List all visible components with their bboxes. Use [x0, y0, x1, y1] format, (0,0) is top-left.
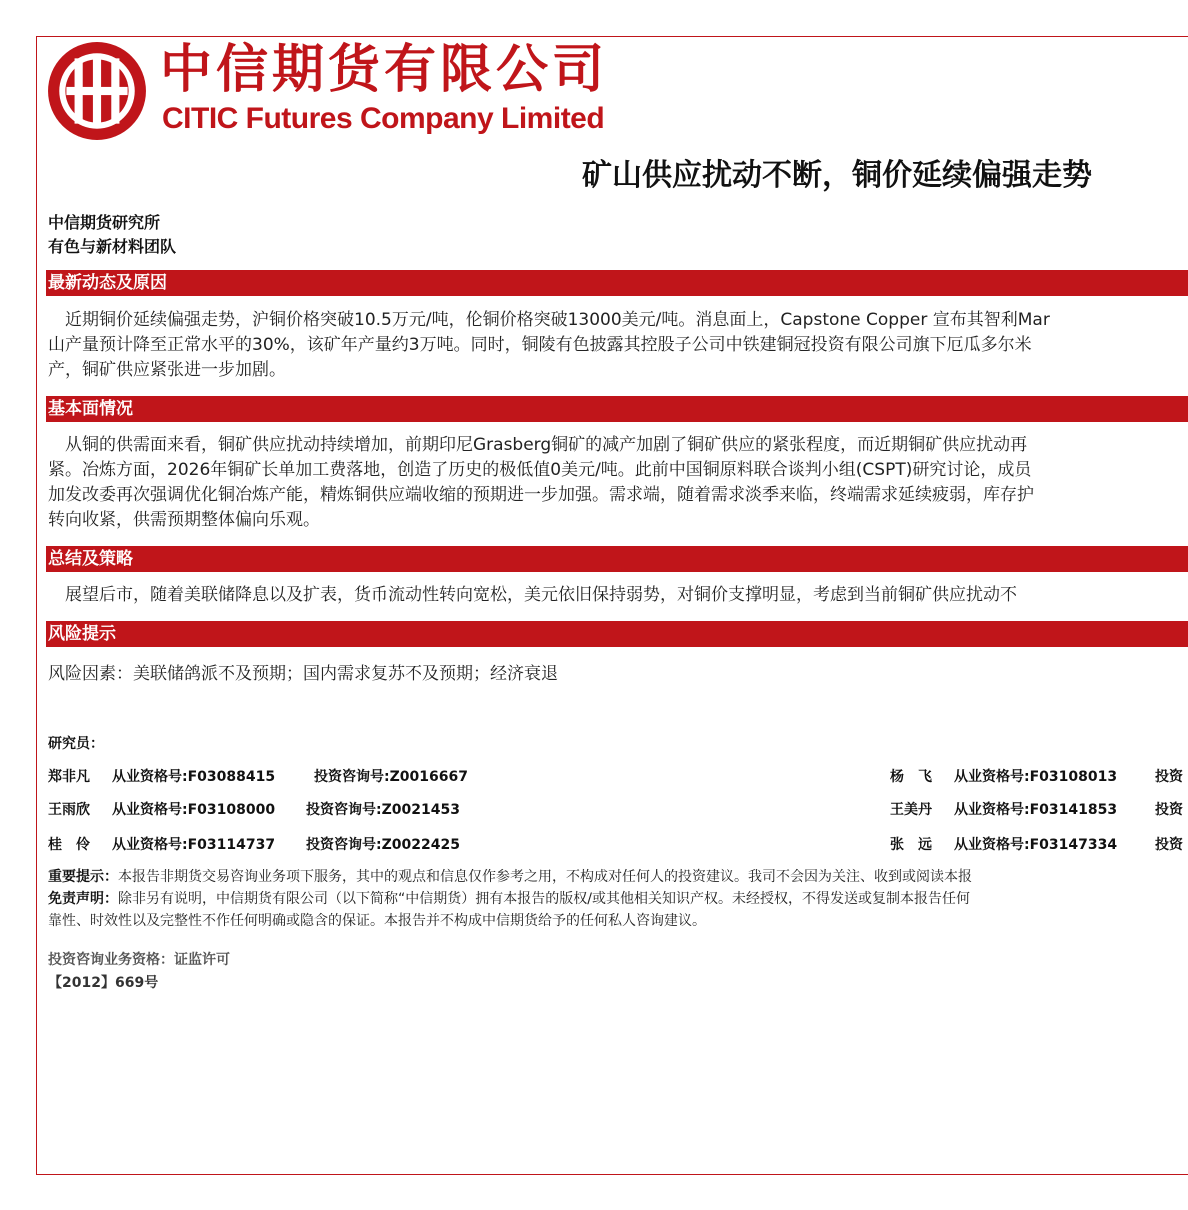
researcher-row [48, 766, 1188, 786]
license-line-2: 【2012】669号 [48, 975, 159, 991]
section-heading-bar [46, 396, 1188, 422]
researcher-row [48, 834, 1188, 854]
researcher-consulting-id: 投资咨询号:Z0016667 [314, 769, 468, 785]
section-paragraph [48, 308, 1188, 383]
section-heading-bar [46, 546, 1188, 572]
disclaimer-label: 免责声明： [48, 891, 118, 907]
researcher-name: 郑非凡 [48, 769, 90, 785]
researcher-consulting-id: 投资咨询号:Z0022425 [306, 837, 460, 853]
researcher-qualification: 从业资格号:F03088415 [112, 769, 276, 785]
brand-name-en: CITIC Futures Company Limited [162, 102, 605, 135]
researcher-qualification: 从业资格号:F03108013 [954, 769, 1118, 785]
department-line-2: 有色与新材料团队 [48, 237, 177, 256]
notice-text: 本报告非期货交易咨询业务项下服务，其中的观点和信息仅作参考之用，不构成对任何人的投资建议。我司不会因为关注、收到或阅读本报 [118, 869, 972, 885]
paragraph-line: 近期铜价延续偏强走势，沪铜价格突破10.5万元/吨，伦铜价格突破13000美元/吨。消息面上，Capstone Copper 宣布其智利Mar [48, 310, 1050, 330]
section-heading: 总结及策略 [48, 549, 133, 569]
paragraph-line: 紧。冶炼方面，2026年铜矿长单加工费落地，创造了历史的极低值0美元/吨。此前中国铜原料联合谈判小组(CSPT)研究讨论，成员 [48, 460, 1032, 480]
researcher-consulting-id: 投资 [1155, 802, 1183, 818]
researcher-consulting-id: 投资咨询号:Z0021453 [306, 802, 460, 818]
researcher-qualification: 从业资格号:F03108000 [112, 802, 276, 818]
researcher-consulting-id: 投资 [1155, 837, 1183, 853]
disclaimer [48, 888, 1188, 910]
researcher-row [48, 799, 1188, 819]
citic-logo-icon [46, 40, 148, 142]
researcher-consulting-id: 投资 [1155, 769, 1183, 785]
disclaimer-text: 除非另有说明，中信期货有限公司（以下简称“中信期货）拥有本报告的版权/或其他相关知识产权。未经授权，不得发送或复制本报告任何 [118, 891, 970, 907]
section-heading: 基本面情况 [48, 399, 133, 419]
paragraph-line: 产，铜矿供应紧张进一步加剧。 [48, 360, 286, 380]
researcher-name: 杨 飞 [890, 769, 932, 785]
paragraph-line: 展望后市，随着美联储降息以及扩表，货币流动性转向宽松，美元依旧保持弱势，对铜价支撑明显，考虑到当前铜矿供应扰动不 [48, 585, 1017, 605]
disclaimer-continued: 靠性、时效性以及完整性不作任何明确或隐含的保证。本报告并不构成中信期货给予的任何私人咨询建议。 [48, 913, 706, 929]
section-heading: 最新动态及原因 [48, 273, 167, 293]
disclaimer-block [48, 866, 1188, 932]
researcher-name: 张 远 [890, 837, 932, 853]
researchers-label: 研究员： [48, 736, 104, 752]
notice-label: 重要提示： [48, 869, 118, 885]
license-line-1: 投资咨询业务资格：证监许可 [48, 952, 230, 968]
researcher-qualification: 从业资格号:F03141853 [954, 802, 1118, 818]
section-heading-bar [46, 270, 1188, 296]
researcher-name: 王雨欣 [48, 802, 90, 818]
important-notice [48, 866, 1188, 888]
researcher-name: 王美丹 [890, 802, 932, 818]
department-line-1: 中信期货研究所 [48, 213, 161, 232]
researcher-qualification: 从业资格号:F03114737 [112, 837, 276, 853]
section-heading: 风险提示 [48, 624, 116, 644]
section-paragraph [48, 583, 1188, 608]
researcher-qualification: 从业资格号:F03147334 [954, 837, 1118, 853]
section-paragraph [48, 433, 1188, 533]
paragraph-line: 加发改委再次强调优化铜冶炼产能，精炼铜供应端收缩的预期进一步加强。需求端，随着需求淡季来临，终端需求延续疲弱，库存护 [48, 485, 1034, 505]
section-heading-bar [46, 621, 1188, 647]
paragraph-line: 山产量预计降至正常水平的30%，该矿年产量约3万吨。同时，铜陵有色披露其控股子公司中铁建铜冠投资有限公司旗下厄瓜多尔米 [48, 335, 1032, 355]
report-title: 矿山供应扰动不断，铜价延续偏强走势 [582, 158, 1092, 193]
risk-factors: 风险因素：美联储鸽派不及预期；国内需求复苏不及预期；经济衰退 [48, 664, 558, 684]
paragraph-line: 转向收紧，供需预期整体偏向乐观。 [48, 510, 320, 530]
researcher-name: 桂 伶 [48, 837, 90, 853]
paragraph-line: 从铜的供需面来看，铜矿供应扰动持续增加，前期印尼Grasberg铜矿的减产加剧了铜矿供应的紧张程度，而近期铜矿供应扰动再 [48, 435, 1028, 455]
brand-name-cn: 中信期货有限公司 [160, 39, 609, 100]
